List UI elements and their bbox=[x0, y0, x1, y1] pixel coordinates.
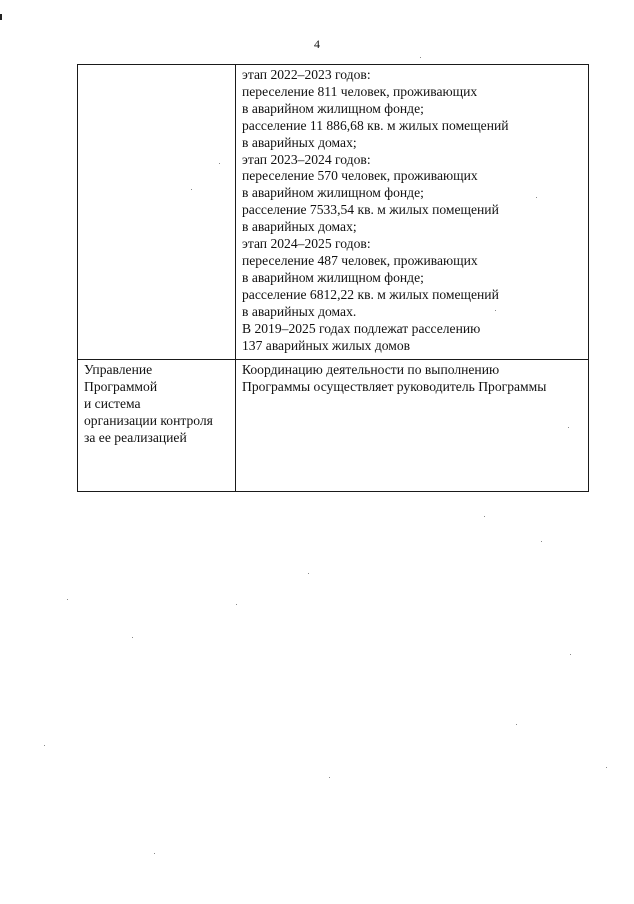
scan-speck bbox=[420, 57, 421, 58]
text-line: расселение 7533,54 кв. м жилых помещений bbox=[242, 202, 499, 218]
scan-speck bbox=[536, 197, 537, 198]
scan-speck bbox=[308, 573, 309, 574]
text-line: расселение 11 886,68 кв. м жилых помещений bbox=[242, 117, 509, 133]
page-number: 4 bbox=[314, 37, 320, 51]
text-line: в аварийном жилищном фонде; bbox=[242, 269, 424, 285]
scan-speck bbox=[568, 427, 569, 428]
label-line: Программой bbox=[84, 378, 158, 394]
scan-speck bbox=[44, 745, 45, 746]
text-line: 137 аварийных жилых домов bbox=[242, 337, 411, 353]
label-line: и система bbox=[84, 395, 141, 411]
table-row bbox=[78, 65, 589, 360]
row-content-cell bbox=[236, 65, 589, 360]
scan-speck bbox=[236, 604, 237, 605]
text-line: в аварийных домах. bbox=[242, 303, 357, 319]
scan-speck bbox=[67, 599, 68, 600]
text-line: Координацию деятельности по выполнению bbox=[242, 362, 500, 377]
scan-speck bbox=[541, 541, 542, 542]
label-line: за ее реализацией bbox=[84, 429, 187, 445]
scan-speck bbox=[484, 516, 485, 517]
text-line: в аварийном жилищном фонде; bbox=[242, 100, 424, 116]
scan-speck bbox=[132, 637, 133, 638]
text-line: этап 2023–2024 годов: bbox=[242, 151, 371, 167]
text-line: переселение 487 человек, проживающих bbox=[242, 252, 478, 268]
program-passport-table bbox=[77, 64, 589, 492]
text-line: расселение 6812,22 кв. м жилых помещений bbox=[242, 286, 499, 302]
scan-speck bbox=[570, 654, 571, 655]
text-line: переселение 570 человек, проживающих bbox=[242, 168, 478, 184]
text-line: этап 2022–2023 годов: bbox=[242, 67, 371, 82]
scan-speck bbox=[219, 163, 220, 164]
text-line: этап 2024–2025 годов: bbox=[242, 236, 371, 252]
scan-speck bbox=[495, 310, 496, 311]
label-line: организации контроля bbox=[84, 412, 213, 428]
table-row bbox=[78, 360, 589, 492]
scan-edge-mark bbox=[0, 14, 2, 20]
text-line: В 2019–2025 годах подлежат расселению bbox=[242, 320, 481, 336]
scan-speck bbox=[329, 777, 330, 778]
scan-speck bbox=[516, 724, 517, 725]
scan-speck bbox=[606, 767, 607, 768]
scan-speck bbox=[191, 189, 192, 190]
text-line: переселение 811 человек, проживающих bbox=[242, 83, 478, 99]
text-line: в аварийных домах; bbox=[242, 219, 357, 235]
text-line: Программы осуществляет руководитель Программы bbox=[242, 378, 547, 394]
label-line: Управление bbox=[84, 362, 153, 377]
text-line: в аварийном жилищном фонде; bbox=[242, 185, 424, 201]
scan-speck bbox=[154, 853, 155, 854]
text-line: в аварийных домах; bbox=[242, 134, 357, 150]
row-label-cell bbox=[78, 65, 236, 360]
row-label-cell bbox=[78, 360, 236, 492]
row-content-cell bbox=[236, 360, 589, 492]
